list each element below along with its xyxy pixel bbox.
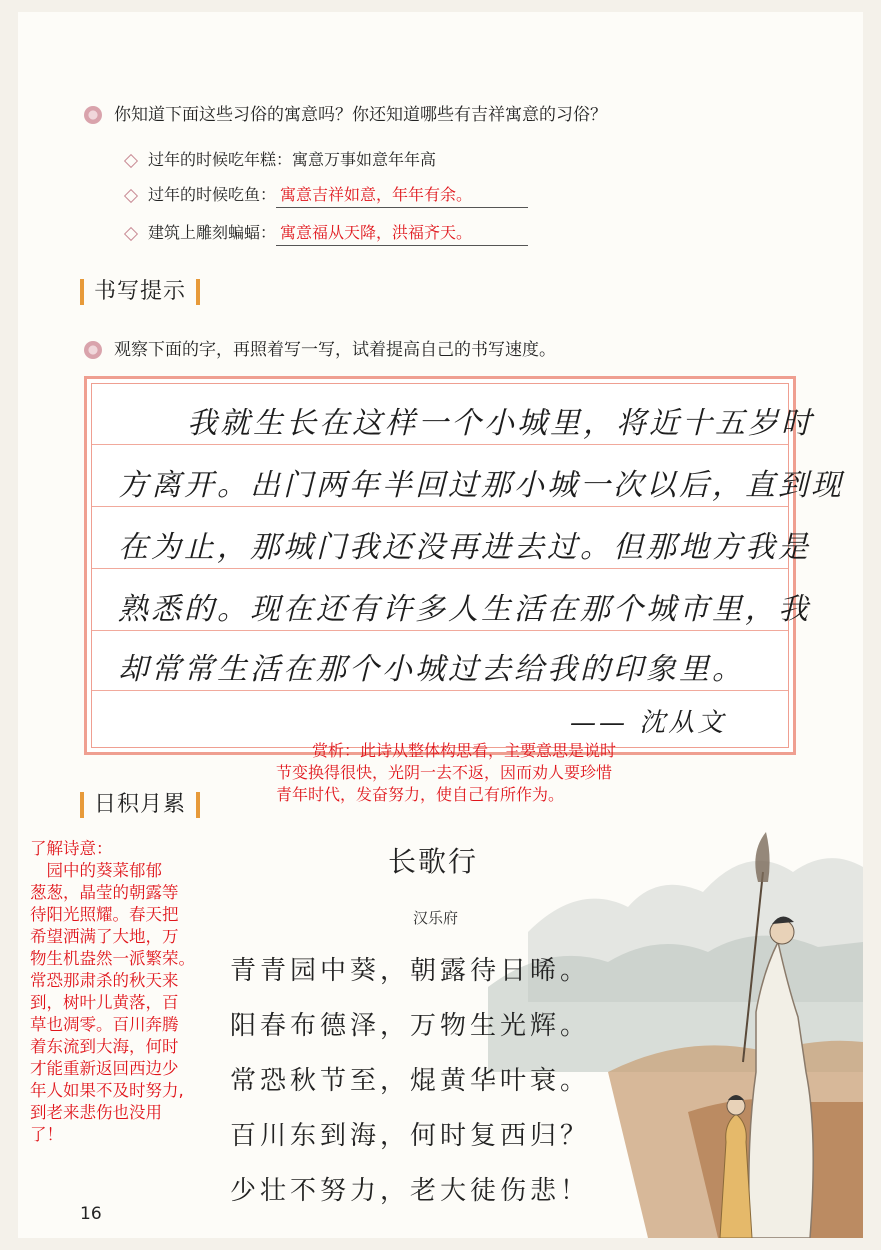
section-title: 书写提示 xyxy=(94,279,187,304)
pink-dot-icon xyxy=(84,341,102,359)
meaning-title: 了解诗意： xyxy=(30,839,113,858)
poem-line: 青青园中葵，朝露待日晞。 xyxy=(230,956,591,986)
meaning-line: 希望洒满了大地，万 xyxy=(30,927,179,946)
meaning-line: 到，树叶儿黄落，百 xyxy=(30,993,179,1012)
accent-bar xyxy=(196,792,200,818)
poem-line: 常恐秋节至，焜黄华叶衰。 xyxy=(230,1066,591,1096)
poem-title: 长歌行 xyxy=(388,845,479,878)
question-text: 观察下面的字，再照着写一写，试着提高自己的书写速度。 xyxy=(114,340,556,360)
poem-line: 少壮不努力，老大徒伤悲！ xyxy=(230,1176,591,1206)
custom-item-1 xyxy=(126,147,436,170)
copy-line: 在为止，那城门我还没再进去过。但那地方我是 xyxy=(118,530,811,565)
note-line: 青年时代，发奋努力，使自己有所作为。 xyxy=(276,785,565,804)
textbook-page xyxy=(18,12,863,1238)
meaning-line: 物生机盎然一派繁荣。 xyxy=(30,949,195,968)
meaning-line: 着东流到大海，何时 xyxy=(30,1037,179,1056)
section-writing-tips xyxy=(70,274,210,305)
ruled-line xyxy=(92,690,788,691)
copy-line: 方离开。出门两年半回过那小城一次以后，直到现 xyxy=(118,468,844,503)
note-line: 赏析：此诗从整体构思看，主要意思是说时 xyxy=(312,741,617,760)
note-line: 节变换得很快，光阴一去不返，因而劝人要珍惜 xyxy=(276,763,613,782)
custom-item-2 xyxy=(126,182,528,208)
diamond-icon xyxy=(124,226,138,240)
ruled-line xyxy=(92,444,788,445)
copy-line: 却常常生活在那个小城过去给我的印象里。 xyxy=(118,652,745,687)
meaning-line: 到老来悲伤也没用 xyxy=(30,1103,162,1122)
diamond-icon xyxy=(124,153,138,167)
section-title: 日积月累 xyxy=(94,792,187,817)
question-customs xyxy=(84,100,607,125)
meaning-line: 常恐那肃杀的秋天来 xyxy=(30,971,179,990)
box-inner-border xyxy=(91,383,844,748)
custom-label: 建筑上雕刻蝙蝠： xyxy=(148,223,277,242)
handwriting-sample-box xyxy=(84,376,844,755)
custom-label: 过年的时候吃鱼： xyxy=(148,185,277,204)
poem-meaning-note xyxy=(30,838,235,1146)
diamond-icon xyxy=(124,188,138,202)
meaning-line: 园中的葵菜郁郁 xyxy=(30,861,162,880)
question-copy xyxy=(84,335,556,360)
handwritten-answer: 寓意吉祥如意，年年有余。 xyxy=(276,182,528,208)
meaning-line: 葱葱，晶莹的朝露等 xyxy=(30,883,179,902)
meaning-line: 待阳光照耀。春天把 xyxy=(30,905,179,924)
poem-line: 阳春布德泽，万物生光辉。 xyxy=(230,1011,591,1041)
ruled-line xyxy=(92,568,788,569)
meaning-line: 年人如果不及时努力, xyxy=(30,1081,184,1100)
meaning-line: 了！ xyxy=(30,1125,63,1144)
question-text: 你知道下面这些习俗的寓意吗？你还知道哪些有吉祥寓意的习俗？ xyxy=(114,105,607,125)
pink-dot-icon xyxy=(84,106,102,124)
poem-line: 百川东到海，何时复西归？ xyxy=(230,1121,591,1151)
ruled-line xyxy=(92,630,788,631)
custom-item-3 xyxy=(126,220,528,246)
ruled-line xyxy=(92,506,788,507)
poem-author: 汉乐府 xyxy=(413,909,459,927)
accent-bar xyxy=(80,279,84,305)
meaning-line: 才能重新返回西边少 xyxy=(30,1059,179,1078)
copy-author: —— 沈从文 xyxy=(570,708,727,738)
copy-line: 熟悉的。现在还有许多人生活在那个城市里，我 xyxy=(118,592,811,627)
section-accumulate xyxy=(70,787,210,818)
accent-bar xyxy=(80,792,84,818)
page-number: 16 xyxy=(80,1204,102,1224)
copy-line: 我就生长在这样一个小城里，将近十五岁时 xyxy=(187,406,814,441)
appreciation-note xyxy=(276,740,736,806)
custom-label: 过年的时候吃年糕：寓意万事如意年年高 xyxy=(148,150,437,169)
accent-bar xyxy=(196,279,200,305)
handwritten-answer: 寓意福从天降，洪福齐天。 xyxy=(276,220,528,246)
meaning-line: 草也凋零。百川奔腾 xyxy=(30,1015,179,1034)
